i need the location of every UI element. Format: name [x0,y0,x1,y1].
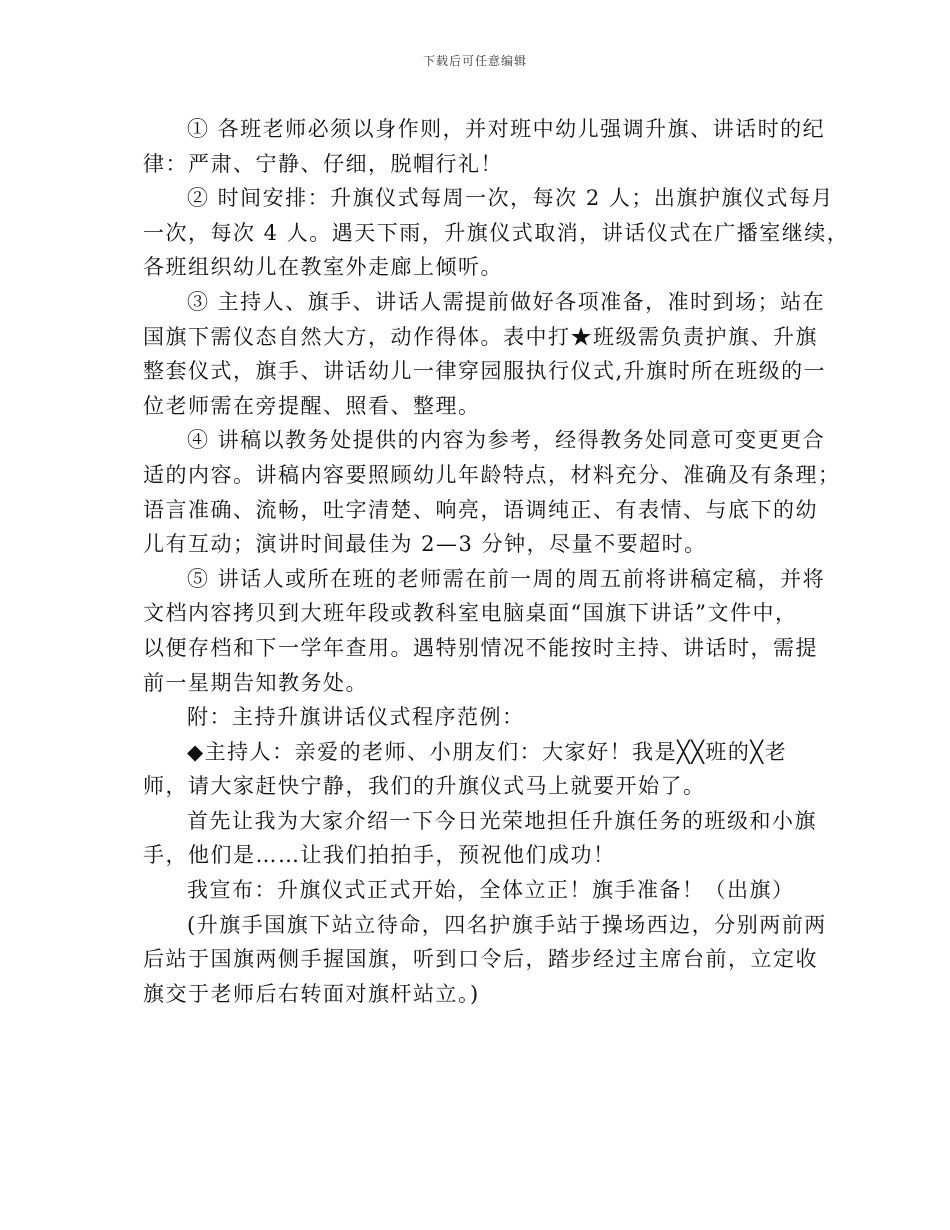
paragraph-stage-direction [143,908,827,1012]
text-line: 整套仪式，旗手、讲话幼儿一律穿园服执行仪式,升旗时所在班级的一 [143,359,827,384]
text-line: 各班组织幼儿在教室外走廊上倾听。 [143,255,503,280]
paragraph-host-greeting [143,735,811,804]
text-line: 位老师需在旁提醒、照看、整理。 [143,393,481,418]
paragraph-rule-4 [143,423,841,561]
text-line: 手，他们是……让我们拍拍手，预祝他们成功！ [143,843,616,868]
document-body [143,112,850,1011]
text-line: ① 各班老师必须以身作则，并对班中幼儿强调升旗、讲话时的纪 [187,117,826,141]
text-line: 首先让我为大家介绍一下今日光荣地担任升旗任务的班级和小旗 [187,808,817,833]
paragraph-rule-5 [143,562,826,700]
text-line: 语言准确、流畅，吐字清楚、响亮，语调纯正、有表情、与底下的幼 [143,497,818,522]
text-line: ④ 讲稿以教务处提供的内容为参考，经得教务处同意可变更更合 [187,428,826,453]
text-line: 附：主持升旗讲话仪式程序范例： [187,705,525,730]
paragraph-rule-3 [143,285,827,423]
paragraph-announcement [143,873,811,908]
text-line: 前一星期告知教务处。 [143,670,368,695]
paragraph-introduction [143,804,817,873]
text-line: (升旗手国旗下站立待命，四名护旗手站于操场西边，分别两前两 [187,912,827,937]
text-line: 师，请大家赶快宁静，我们的升旗仪式马上就要开始了。 [143,774,706,799]
text-line: ② 时间安排：升旗仪式每周一次，每次 2 人；出旗护旗仪式每月 [187,186,834,211]
text-line: ◆主持人：亲爱的老师、小朋友们：大家好！我是╳╳班的╳老 [187,739,788,764]
text-line: 国旗下需仪态自然大方，动作得体。表中打★班级需负责护旗、升旗 [143,324,818,349]
text-line: 以便存档和下一学年查用。遇特别情况不能按时主持、讲话时，需提 [143,635,818,660]
text-line: ③ 主持人、旗手、讲话人需提前做好各项准备，准时到场；站在 [187,289,826,314]
paragraph-appendix-title [143,700,811,735]
text-line: 后站于国旗两侧手握国旗，听到口令后，踏步经过主席台前，立定收 [143,947,818,972]
text-line: 律：严肃、宁静、仔细，脱帽行礼！ [143,151,503,176]
page-header-note: 下载后可任意编辑 [422,54,527,68]
text-line: ⑤ 讲话人或所在班的老师需在前一周的周五前将讲稿定稿，并将 [187,566,826,591]
text-line: 适的内容。讲稿内容要照顾幼儿年龄特点，材料充分、准确及有条理； [143,462,841,487]
text-line: 一次，每次 4 人。遇天下雨，升旗仪式取消，讲话仪式在广播室继续， [143,220,850,245]
text-line: 文档内容拷贝到大班年段或教科室电脑桌面“国旗下讲话”文件中， [143,601,798,626]
paragraph-rule-1 [143,112,826,181]
paragraph-rule-2 [143,181,850,285]
text-line: 旗交于老师后右转面对旗杆站立。) [143,981,480,1006]
text-line: 我宣布：升旗仪式正式开始，全体立正！旗手准备！（出旗） [187,878,795,903]
text-line: 儿有互动；演讲时间最佳为 2—3 分钟，尽量不要超时。 [143,532,707,557]
